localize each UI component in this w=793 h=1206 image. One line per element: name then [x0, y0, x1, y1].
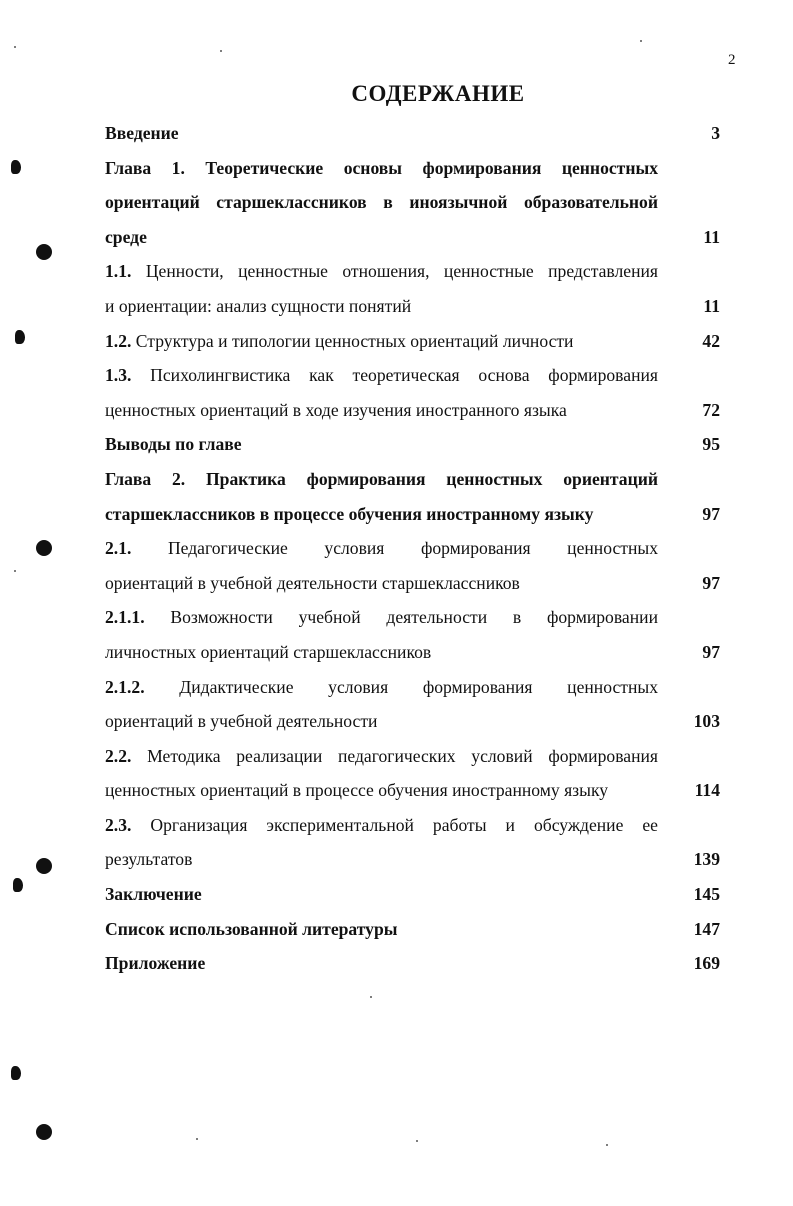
toc-page-number: 103	[693, 711, 720, 732]
toc-line	[105, 635, 658, 670]
toc-page-number: 97	[702, 641, 720, 662]
binder-hole	[36, 858, 52, 874]
toc-line-text: Заключение	[105, 884, 202, 905]
toc-line-text: ориентаций старшеклассников в иноязычной образовательной	[105, 192, 658, 213]
toc-entry-chapter-2	[105, 462, 720, 531]
toc-page-number: 169	[693, 953, 720, 974]
toc-page-number: 42	[702, 330, 720, 351]
toc-line-text: Приложение	[105, 953, 206, 974]
toc-line-text: Дидактические условия формирования ценностных	[179, 676, 658, 697]
toc-line-text: Ценности, ценностные отношения, ценностные представления	[145, 261, 658, 282]
ink-blot	[13, 878, 23, 892]
toc-line	[105, 116, 658, 151]
toc-line-text: ценностных ориентаций в процессе обучения иностранному языку	[105, 780, 609, 801]
toc-line	[105, 427, 658, 462]
toc-page-number: 145	[693, 884, 720, 905]
toc-line	[105, 739, 658, 774]
toc-entry-conclusion	[105, 877, 720, 912]
scan-speck	[370, 996, 372, 998]
toc-page-number: 114	[694, 780, 720, 801]
toc-entry-section-2-1	[105, 531, 720, 600]
toc-entry-section-1-3	[105, 358, 720, 427]
toc-line	[105, 566, 658, 601]
toc-entry-section-2-2	[105, 739, 720, 808]
ink-blot	[11, 160, 21, 174]
ink-blot	[11, 1066, 21, 1080]
scan-speck	[606, 1144, 608, 1146]
toc-line	[105, 842, 658, 877]
toc-line	[105, 704, 658, 739]
toc-page-number: 95	[702, 434, 720, 455]
section-number: 2.1.2.	[105, 676, 145, 697]
toc-line	[105, 600, 658, 635]
toc-line-text: среде	[105, 226, 147, 247]
toc-line	[105, 254, 658, 289]
section-number: 2.3.	[105, 814, 132, 835]
toc-entry-section-2-1-2	[105, 670, 720, 739]
toc-page-number: 11	[703, 295, 720, 316]
toc-entry-section-2-3	[105, 808, 720, 877]
toc-line-text: Психолингвистика как теоретическая основа формирования	[150, 365, 658, 386]
toc-line-text: ориентаций в учебной деятельности	[105, 711, 378, 732]
page-number: 2	[728, 52, 736, 68]
ink-blot	[15, 330, 25, 344]
binder-hole	[36, 1124, 52, 1140]
toc-line-text: старшеклассников в процессе обучения иностранному языку	[105, 503, 594, 524]
toc-entry-section-1-2	[105, 324, 720, 359]
toc-line	[105, 185, 658, 220]
toc-line	[105, 912, 658, 947]
toc-line-text: и ориентации: анализ сущности понятий	[105, 295, 412, 316]
toc-entry-appendix	[105, 946, 720, 981]
table-of-contents	[105, 116, 720, 981]
toc-line	[105, 462, 658, 497]
toc-line-text: личностных ориентаций старшеклассников	[105, 641, 432, 662]
binder-hole	[36, 540, 52, 556]
toc-line-text: Выводы по главе	[105, 434, 242, 455]
toc-line-text: Глава 2. Практика формирования ценностных ориентаций	[105, 468, 658, 489]
scan-speck	[196, 1138, 198, 1140]
toc-entry-conclusions-1	[105, 427, 720, 462]
toc-entry-section-1-1	[105, 254, 720, 323]
scan-speck	[14, 570, 16, 572]
toc-line-text: Глава 1. Теоретические основы формирования ценностных	[105, 157, 658, 178]
toc-line-text: результатов	[105, 849, 193, 870]
toc-line-text: ценностных ориентаций в ходе изучения иностранного языка	[105, 399, 567, 420]
toc-line	[105, 531, 658, 566]
toc-line	[105, 877, 658, 912]
toc-line	[105, 497, 658, 532]
section-number: 1.2.	[105, 330, 132, 351]
toc-line-text: ориентаций в учебной деятельности старшеклассников	[105, 572, 520, 593]
toc-line	[105, 289, 658, 324]
toc-page-number: 3	[711, 123, 720, 143]
toc-line-text: Педагогические условия формирования ценностных	[167, 538, 658, 559]
toc-line-text: Организация экспериментальной работы и обсуждение ее	[150, 814, 658, 835]
binder-hole	[36, 244, 52, 260]
toc-entry-section-2-1-1	[105, 600, 720, 669]
toc-line	[105, 808, 658, 843]
toc-page-number: 97	[702, 503, 720, 524]
section-number: 1.1.	[105, 261, 132, 282]
toc-line-text: Методика реализации педагогических условий формирования	[147, 745, 658, 766]
toc-page-number: 72	[702, 399, 720, 420]
toc-line	[105, 773, 658, 808]
toc-line	[105, 670, 658, 705]
toc-line-text: Список использованной литературы	[105, 918, 398, 939]
section-number: 2.1.1.	[105, 607, 145, 628]
section-number: 2.1.	[105, 538, 132, 559]
scan-speck	[416, 1140, 418, 1142]
scan-speck	[14, 46, 16, 48]
section-number: 1.3.	[105, 365, 132, 386]
toc-line	[105, 151, 658, 186]
toc-page-number: 97	[702, 572, 720, 593]
section-number: 2.2.	[105, 745, 132, 766]
toc-line	[105, 220, 658, 255]
toc-page-number: 147	[693, 918, 720, 939]
toc-line-text: Возможности учебной деятельности в формировании	[170, 607, 658, 628]
toc-entry-intro	[105, 116, 720, 151]
toc-entry-bibliography	[105, 912, 720, 947]
toc-line-text: Введение	[105, 123, 179, 143]
toc-line	[105, 324, 658, 359]
toc-entry-chapter-1	[105, 151, 720, 255]
toc-line	[105, 358, 658, 393]
scan-speck	[220, 50, 222, 52]
scan-speck	[640, 40, 642, 42]
page-title: СОДЕРЖАНИЕ	[351, 81, 525, 106]
toc-line-text: Структура и типологии ценностных ориентаций личности	[135, 330, 574, 351]
toc-line	[105, 946, 658, 981]
toc-page-number: 139	[693, 849, 720, 870]
toc-line	[105, 393, 658, 428]
toc-page-number: 11	[703, 226, 720, 247]
